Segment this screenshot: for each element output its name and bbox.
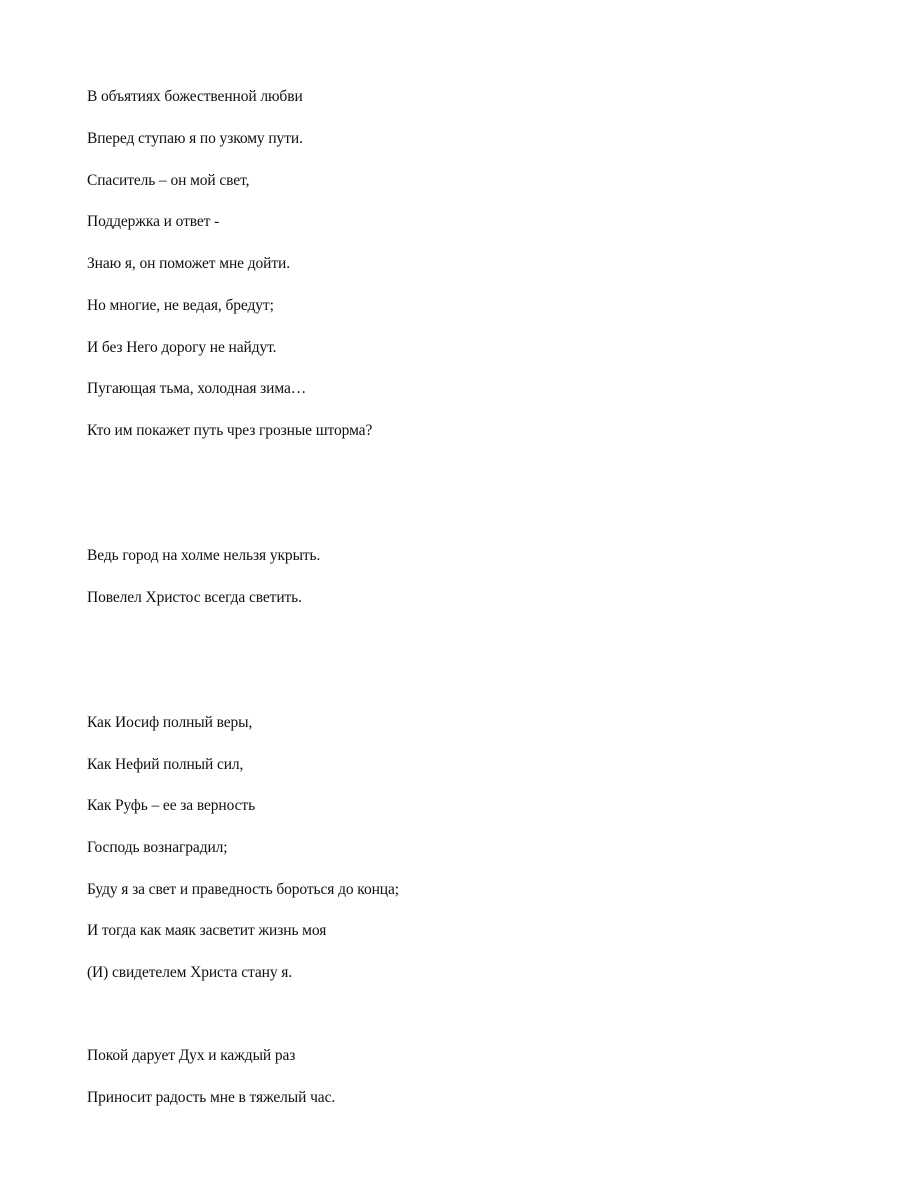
stanza2-line-2: Повелел Христос всегда светить. (87, 589, 302, 606)
stanza1-line-8: Пугающая тьма, холодная зима… (87, 380, 307, 397)
stanza1-line-1: В объятиях божественной любви (87, 88, 303, 105)
stanza3-line-3: Как Руфь – ее за верность (87, 797, 256, 814)
stanza1-line-5: Знаю я, он поможет мне дойти. (87, 255, 290, 272)
stanza3-line-7: (И) свидетелем Христа стану я. (87, 964, 293, 981)
stanza1-line-7: И без Него дорогу не найдут. (87, 339, 277, 356)
stanza1-line-6: Но многие, не ведая, бредут; (87, 297, 274, 314)
stanza3-line-1: Как Иосиф полный веры, (87, 714, 253, 731)
stanza1-line-3: Спаситель – он мой свет, (87, 172, 250, 189)
stanza3-line-2: Как Нефий полный сил, (87, 756, 244, 773)
stanza3-line-5: Буду я за свет и праведность бороться до конца; (87, 881, 399, 898)
stanza1-line-9: Кто им покажет путь чрез грозные шторма? (87, 422, 373, 439)
stanza4-line-1: Покой дарует Дух и каждый раз (87, 1047, 296, 1064)
stanza2-line-1: Ведь город на холме нельзя укрыть. (87, 547, 321, 564)
stanza1-line-2: Вперед ступаю я по узкому пути. (87, 130, 303, 147)
stanza3-line-6: И тогда как маяк засветит жизнь моя (87, 922, 327, 939)
stanza4-line-2: Приносит радость мне в тяжелый час. (87, 1089, 336, 1106)
stanza1-line-4: Поддержка и ответ - (87, 213, 220, 230)
stanza3-line-4: Господь вознаградил; (87, 839, 228, 856)
